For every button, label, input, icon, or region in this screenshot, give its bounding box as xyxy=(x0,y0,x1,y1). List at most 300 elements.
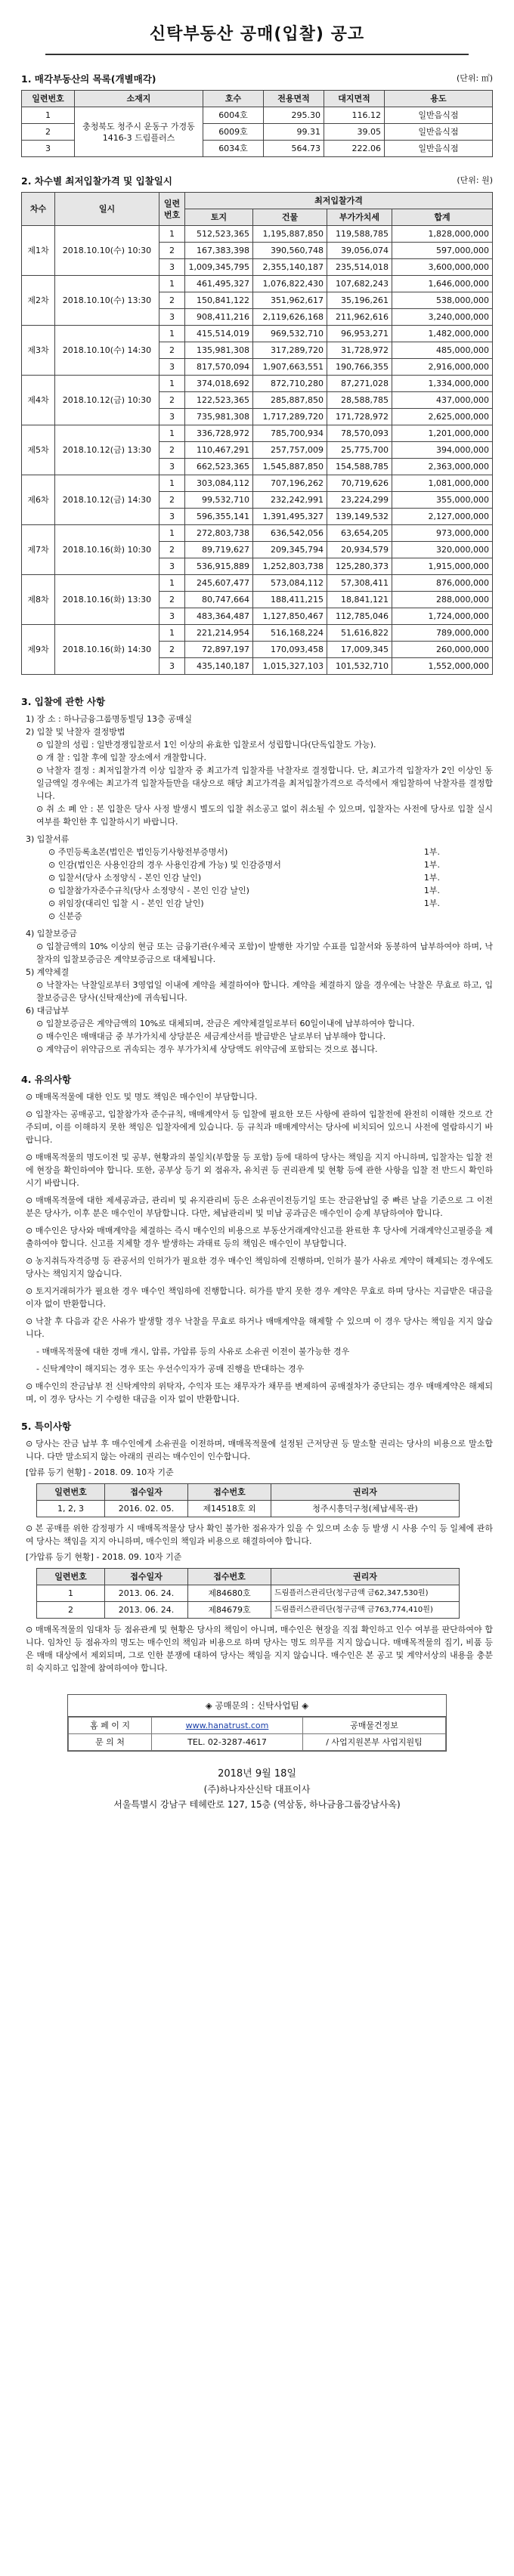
price-cell: 190,766,355 xyxy=(327,359,392,376)
caution-item: ⊙ 매수인은 당사와 매매계약을 체결하는 즉시 매수인의 비용으로 부동산거래계약신고를 완료한 후 당사에 거래계약신고필증을 제출하여야 합니다. 신고를 지체할 경우 발생하는 과태료 등의 책임은 매수인이 부담합니다. xyxy=(26,1226,493,1248)
col-round: 차수 xyxy=(22,193,55,226)
price-cell: 707,196,262 xyxy=(253,475,327,492)
section4-body xyxy=(21,1090,493,1406)
round-cell: 제2차 xyxy=(22,276,55,326)
attachment-cell: 드림플러스관리단(청구금액 금763,774,410원) xyxy=(271,1602,460,1619)
price-cell: 112,785,046 xyxy=(327,608,392,625)
serial-cell: 3 xyxy=(159,309,185,326)
serial-cell: 3 xyxy=(159,558,185,575)
attachment-cell: 제84680호 xyxy=(188,1585,271,1602)
document-item xyxy=(21,910,493,923)
price-cell: 51,616,822 xyxy=(327,625,392,642)
property-row xyxy=(22,107,493,124)
price-cell: 597,000,000 xyxy=(392,243,493,259)
section2-unit: (단위: 원) xyxy=(457,175,493,185)
homepage-link[interactable]: www.hanatrust.com xyxy=(152,1718,303,1734)
col-land: 토지 xyxy=(185,209,253,226)
title-rule xyxy=(45,54,469,55)
price-cell: 135,981,308 xyxy=(185,342,253,359)
price-cell: 872,710,280 xyxy=(253,376,327,392)
property-header-cell: 전용면적 xyxy=(264,91,324,107)
price-table xyxy=(21,192,493,675)
price-cell: 1,646,000,000 xyxy=(392,276,493,292)
document-count: 1부. xyxy=(423,860,440,870)
document-count: 1부. xyxy=(423,886,440,895)
price-cell: 320,000,000 xyxy=(392,542,493,558)
property-cell: 39.05 xyxy=(324,124,385,141)
s3-item: ⊙ 매수인은 매매대금 중 부가가치세 상당분은 세금계산서를 발급받은 날로부터 납부해야 합니다. xyxy=(36,1031,386,1041)
price-cell: 23,224,299 xyxy=(327,492,392,509)
s3-method: 2) 입찰 및 낙찰자 결정방법 xyxy=(26,727,125,737)
document-item xyxy=(21,884,493,897)
price-cell: 374,018,692 xyxy=(185,376,253,392)
attachment-header-cell: 권리자 xyxy=(271,1569,460,1585)
col-vat: 부가가치세 xyxy=(327,209,392,226)
phone-number: TEL. 02-3287-4617 xyxy=(152,1734,303,1751)
price-cell: 119,588,785 xyxy=(327,226,392,243)
serial-cell: 2 xyxy=(159,642,185,658)
property-cell: 99.31 xyxy=(264,124,324,141)
document-item xyxy=(21,897,493,910)
price-cell: 461,495,327 xyxy=(185,276,253,292)
caution-item: ⊙ 매매목적물에 대한 인도 및 명도 책임은 매수인이 부담합니다. xyxy=(26,1092,258,1102)
price-cell: 351,962,617 xyxy=(253,292,327,309)
price-cell: 876,000,000 xyxy=(392,575,493,592)
property-cell: 일반음식점 xyxy=(385,124,493,141)
contact-row-phone xyxy=(69,1734,446,1751)
document-item xyxy=(21,871,493,884)
price-table-body xyxy=(22,226,493,675)
price-cell: 485,000,000 xyxy=(392,342,493,359)
section5-body xyxy=(21,1437,493,1675)
s3-item: ⊙ 입찰금액의 10% 이상의 현금 또는 금융기관(우체국 포함)이 발행한 자기앞 수표를 입찰서와 동봉하여 납부하여야 하며, 낙찰자의 입찰보증금은 계약보증금으로 대체됩니다. xyxy=(36,942,493,964)
price-cell: 516,168,224 xyxy=(253,625,327,642)
price-row xyxy=(22,525,493,542)
attachment-cell: 1 xyxy=(37,1585,105,1602)
seizure-table-body xyxy=(37,1501,460,1517)
serial-cell: 2 xyxy=(159,492,185,509)
price-cell: 72,897,197 xyxy=(185,642,253,658)
property-cell: 2 xyxy=(22,124,75,141)
caution-item: ⊙ 매수인의 잔금납부 전 신탁계약의 위탁자, 수익자 또는 채무자가 채무를 변제하여 공매절차가 중단되는 경우 매매계약은 해제되며, 이 경우 당사는 기 수령한 대금을 이자 없이 반환합니다. xyxy=(26,1381,493,1404)
price-cell: 536,915,889 xyxy=(185,558,253,575)
round-cell: 제7차 xyxy=(22,525,55,575)
round-cell: 제5차 xyxy=(22,425,55,475)
price-cell: 1,915,000,000 xyxy=(392,558,493,575)
s3-contract-title: 5) 계약체결 xyxy=(26,967,70,977)
round-cell: 제3차 xyxy=(22,326,55,376)
signature-block xyxy=(21,1767,493,1812)
price-cell: 1,552,000,000 xyxy=(392,658,493,675)
price-cell: 1,009,345,795 xyxy=(185,259,253,276)
section4-heading: 4. 유의사항 xyxy=(21,1074,72,1085)
price-cell: 101,532,710 xyxy=(327,658,392,675)
price-cell: 154,588,785 xyxy=(327,459,392,475)
price-cell: 1,076,822,430 xyxy=(253,276,327,292)
price-cell: 573,084,112 xyxy=(253,575,327,592)
price-cell: 232,242,991 xyxy=(253,492,327,509)
price-cell: 3,240,000,000 xyxy=(392,309,493,326)
attachment-row xyxy=(37,1585,460,1602)
price-cell: 20,934,579 xyxy=(327,542,392,558)
document-name: ⊙ 신분증 xyxy=(48,911,82,921)
price-cell: 435,140,187 xyxy=(185,658,253,675)
property-cell: 295.30 xyxy=(264,107,324,124)
price-cell: 973,000,000 xyxy=(392,525,493,542)
section3-heading: 3. 입찰에 관한 사항 xyxy=(21,696,106,707)
notice-date: 2018년 9월 18일 xyxy=(218,1768,296,1780)
serial-cell: 2 xyxy=(159,292,185,309)
price-cell: 662,523,365 xyxy=(185,459,253,475)
price-cell: 78,570,093 xyxy=(327,425,392,442)
price-cell: 1,334,000,000 xyxy=(392,376,493,392)
section1-heading xyxy=(21,72,493,85)
s3-item: ⊙ 낙찰자 결정 : 최저입찰가격 이상 입찰자 중 최고가격 입찰자를 낙찰자로 결정합니다. 단, 최고가격 입찰자가 2인 이상인 동일금액일 경우에는 최고가격 입찰자들만을 대상으로 해당 최고가격을 최저입찰가격으로 즉석에서 재입찰하여 낙찰자를 결정합니다. xyxy=(36,765,493,801)
document-name: ⊙ 입찰서(당사 소정양식 - 본인 인감 날인) xyxy=(48,873,202,883)
price-cell: 285,887,850 xyxy=(253,392,327,409)
price-cell: 2,119,626,168 xyxy=(253,309,327,326)
round-cell: 제1차 xyxy=(22,226,55,276)
property-cell: 116.12 xyxy=(324,107,385,124)
price-table-header-1 xyxy=(22,193,493,209)
seizure-row xyxy=(37,1501,460,1517)
price-cell: 70,719,626 xyxy=(327,475,392,492)
s3-item: ⊙ 낙찰자는 낙찰일로부터 3영업일 이내에 계약을 체결하여야 합니다. 계약을 체결하지 않을 경우에는 낙찰은 무효로 하고, 입찰보증금은 당사(신탁재산)에 귀속됩니다. xyxy=(36,980,493,1003)
price-cell: 1,482,000,000 xyxy=(392,326,493,342)
serial-cell: 1 xyxy=(159,376,185,392)
price-cell: 80,747,664 xyxy=(185,592,253,608)
serial-cell: 1 xyxy=(159,625,185,642)
price-cell: 35,196,261 xyxy=(327,292,392,309)
round-cell: 제4차 xyxy=(22,376,55,425)
attachment-row xyxy=(37,1602,460,1619)
serial-cell: 1 xyxy=(159,425,185,442)
attachment-cell: 2 xyxy=(37,1602,105,1619)
s5-intro: ⊙ 당사는 잔금 납부 후 매수인에게 소유권을 이전하며, 매매목적물에 설정된 근저당권 등 말소할 권리는 당사의 비용으로 말소합니다. 다만 말소되지 않는 아래의 권리는 매수인이 인수합니다. xyxy=(26,1439,493,1461)
price-row xyxy=(22,625,493,642)
s5-table2-title: [가압류 등기 현황] - 2018. 09. 10자 기준 xyxy=(26,1552,182,1562)
price-cell: 235,514,018 xyxy=(327,259,392,276)
date-cell: 2018.10.10(수) 14:30 xyxy=(55,326,159,376)
price-row xyxy=(22,226,493,243)
property-header-cell: 대지면적 xyxy=(324,91,385,107)
date-cell: 2018.10.16(화) 14:30 xyxy=(55,625,159,675)
price-cell: 394,000,000 xyxy=(392,442,493,459)
attachment-header-cell: 접수일자 xyxy=(105,1569,188,1585)
s3-deposit-title: 4) 입찰보증금 xyxy=(26,929,77,939)
attachment-header-cell: 접수번호 xyxy=(188,1569,271,1585)
contact-box-title: ◈ 공매문의 : 신탁사업팀 ◈ xyxy=(68,1695,446,1717)
price-row xyxy=(22,575,493,592)
price-row xyxy=(22,475,493,492)
price-row xyxy=(22,425,493,442)
serial-cell: 3 xyxy=(159,509,185,525)
price-cell: 1,195,887,850 xyxy=(253,226,327,243)
serial-cell: 1 xyxy=(159,276,185,292)
property-table-header xyxy=(22,91,493,107)
price-cell: 1,252,803,738 xyxy=(253,558,327,575)
price-cell: 1,127,850,467 xyxy=(253,608,327,625)
price-cell: 89,719,627 xyxy=(185,542,253,558)
price-cell: 28,588,785 xyxy=(327,392,392,409)
price-cell: 188,411,215 xyxy=(253,592,327,608)
property-header-cell: 일련번호 xyxy=(22,91,75,107)
price-cell: 437,000,000 xyxy=(392,392,493,409)
attachment-cell: 2013. 06. 24. xyxy=(105,1585,188,1602)
price-row xyxy=(22,326,493,342)
s3-item: ⊙ 개 찰 : 입찰 후에 입찰 장소에서 개찰합니다. xyxy=(36,753,207,762)
seizure-header-cell: 권리자 xyxy=(271,1484,460,1501)
contact-box xyxy=(67,1694,447,1752)
price-cell: 96,953,271 xyxy=(327,326,392,342)
price-cell: 596,355,141 xyxy=(185,509,253,525)
price-cell: 288,000,000 xyxy=(392,592,493,608)
price-cell: 2,355,140,187 xyxy=(253,259,327,276)
serial-cell: 1 xyxy=(159,475,185,492)
s3-docs-list xyxy=(21,846,493,923)
section2-heading xyxy=(21,174,493,187)
price-cell: 107,682,243 xyxy=(327,276,392,292)
price-cell: 789,000,000 xyxy=(392,625,493,642)
price-cell: 39,056,074 xyxy=(327,243,392,259)
price-cell: 245,607,477 xyxy=(185,575,253,592)
price-cell: 221,214,954 xyxy=(185,625,253,642)
property-cell: 6034호 xyxy=(203,141,264,157)
s3-item: ⊙ 입찰보증금은 계약금액의 10%로 대체되며, 잔금은 계약체결일로부터 60일이내에 납부하여야 합니다. xyxy=(36,1019,415,1028)
col-price: 최저입찰가격 xyxy=(185,193,493,209)
document-name: ⊙ 입찰참가자준수규칙(당사 소정양식 - 본인 인감 날인) xyxy=(48,886,249,895)
document-count: 1부. xyxy=(423,847,440,857)
serial-cell: 3 xyxy=(159,459,185,475)
seizure-cell: 1, 2, 3 xyxy=(37,1501,105,1517)
price-cell: 110,467,291 xyxy=(185,442,253,459)
contact-label: 홈 페 이 지 xyxy=(69,1718,152,1734)
caution-item: - 매매목적물에 대한 경매 개시, 압류, 가압류 등의 사유로 소유권 이전이 불가능한 경우 xyxy=(36,1347,350,1356)
price-row xyxy=(22,376,493,392)
price-cell: 122,523,365 xyxy=(185,392,253,409)
company-name: (주)하나자산신탁 대표이사 xyxy=(203,1784,311,1795)
contact-row-homepage xyxy=(69,1718,446,1734)
price-cell: 150,841,122 xyxy=(185,292,253,309)
price-cell: 2,625,000,000 xyxy=(392,409,493,425)
price-cell: 1,907,663,551 xyxy=(253,359,327,376)
price-cell: 1,545,887,850 xyxy=(253,459,327,475)
s3-place: 1) 장 소 : 하나금융그룹명동빌딩 13층 공매실 xyxy=(26,714,192,724)
price-row xyxy=(22,276,493,292)
property-header-cell: 소재지 xyxy=(75,91,203,107)
date-cell: 2018.10.12(금) 13:30 xyxy=(55,425,159,475)
price-cell: 272,803,738 xyxy=(185,525,253,542)
seizure-table-header xyxy=(37,1484,460,1501)
section5-heading: 5. 특이사항 xyxy=(21,1421,72,1432)
serial-cell: 2 xyxy=(159,243,185,259)
serial-cell: 3 xyxy=(159,658,185,675)
property-table-body xyxy=(22,107,493,157)
price-cell: 57,308,411 xyxy=(327,575,392,592)
company-address: 서울특별시 강남구 테헤란로 127, 15층 (역삼동, 하나금융그룹강남사옥) xyxy=(113,1799,401,1810)
price-cell: 3,600,000,000 xyxy=(392,259,493,276)
contact-note: 공매물건정보 xyxy=(303,1718,446,1734)
round-cell: 제6차 xyxy=(22,475,55,525)
property-header-cell: 호수 xyxy=(203,91,264,107)
property-cell: 일반음식점 xyxy=(385,141,493,157)
price-cell: 125,280,373 xyxy=(327,558,392,575)
s3-item: ⊙ 계약금이 위약금으로 귀속되는 경우 부가가치세 상당액도 위약금에 포함되는 것으로 봅니다. xyxy=(36,1044,378,1054)
document-name: ⊙ 인감(법인은 사용인감의 경우 사용인감계 가능) 및 인감증명서 xyxy=(48,860,281,870)
seizure-cell: 청주시흥덕구청(체납세목·관) xyxy=(271,1501,460,1517)
attachment-table-body xyxy=(37,1585,460,1619)
price-cell: 167,383,398 xyxy=(185,243,253,259)
date-cell: 2018.10.12(금) 10:30 xyxy=(55,376,159,425)
property-cell: 564.73 xyxy=(264,141,324,157)
section3-body xyxy=(21,713,493,1056)
contact-label: 문 의 처 xyxy=(69,1734,152,1751)
date-cell: 2018.10.10(수) 10:30 xyxy=(55,226,159,276)
date-cell: 2018.10.10(수) 13:30 xyxy=(55,276,159,326)
seizure-header-cell: 접수일자 xyxy=(105,1484,188,1501)
property-cell: 3 xyxy=(22,141,75,157)
price-cell: 1,391,495,327 xyxy=(253,509,327,525)
property-cell: 6004호 xyxy=(203,107,264,124)
price-cell: 355,000,000 xyxy=(392,492,493,509)
attachment-cell: 드림플러스관리단(청구금액 금62,347,530원) xyxy=(271,1585,460,1602)
attachment-cell: 2013. 06. 24. xyxy=(105,1602,188,1619)
col-building: 건물 xyxy=(253,209,327,226)
price-cell: 636,542,056 xyxy=(253,525,327,542)
property-header-cell: 용도 xyxy=(385,91,493,107)
date-cell: 2018.10.12(금) 14:30 xyxy=(55,475,159,525)
serial-cell: 2 xyxy=(159,442,185,459)
s5-table-title: [압류 등기 현황] - 2018. 09. 10자 기준 xyxy=(26,1467,174,1477)
section1-title: 1. 매각부동산의 목록(개별매각) xyxy=(21,73,156,85)
price-cell: 99,532,710 xyxy=(185,492,253,509)
price-cell: 18,841,121 xyxy=(327,592,392,608)
attachment-table xyxy=(36,1568,460,1619)
price-cell: 1,828,000,000 xyxy=(392,226,493,243)
serial-cell: 1 xyxy=(159,525,185,542)
s3-item: ⊙ 입찰의 성립 : 일반경쟁입찰로서 1인 이상의 유효한 입찰로서 성립합니다(단독입찰도 가능). xyxy=(36,740,376,750)
price-cell: 170,093,458 xyxy=(253,642,327,658)
property-cell: 6009호 xyxy=(203,124,264,141)
price-cell: 257,757,009 xyxy=(253,442,327,459)
caution-item: ⊙ 매매목적물의 명도이전 및 공부, 현황과의 불일치(부합물 등 포함) 등에 대하여 당사는 책임을 지지 아니하며, 입찰자는 입찰 전에 현장을 확인하여야 합니다. 또한, 공부상 등기 외 점유자, 유치권 등 권리관계 및 현황 등에 관한 사항을 입찰 전 반드시 확인하시기 바랍니다. xyxy=(26,1152,493,1188)
document-name: ⊙ 주민등록초본(법인은 법인등기사항전부증명서) xyxy=(48,847,228,857)
attachment-header-cell: 일련번호 xyxy=(37,1569,105,1585)
date-cell: 2018.10.16(화) 10:30 xyxy=(55,525,159,575)
seizure-header-cell: 접수번호 xyxy=(188,1484,271,1501)
serial-cell: 3 xyxy=(159,409,185,425)
seizure-cell: 2016. 02. 05. xyxy=(105,1501,188,1517)
serial-cell: 2 xyxy=(159,542,185,558)
seizure-header-cell: 일련번호 xyxy=(37,1484,105,1501)
document-item xyxy=(21,858,493,871)
price-cell: 303,084,112 xyxy=(185,475,253,492)
section1-unit: (단위: ㎡) xyxy=(456,73,493,83)
s3-item: ⊙ 취 소 폐 안 : 본 입찰은 당사 사정 발생시 별도의 입찰 취소공고 없이 취소될 수 있으며, 입찰자는 사전에 당사로 입찰 실시 여부를 확인한 후 입찰하시기 바랍니다. xyxy=(36,804,493,827)
serial-cell: 1 xyxy=(159,575,185,592)
round-cell: 제9차 xyxy=(22,625,55,675)
price-cell: 25,775,700 xyxy=(327,442,392,459)
price-cell: 2,127,000,000 xyxy=(392,509,493,525)
contact-table xyxy=(68,1717,446,1751)
attachment-table-header xyxy=(37,1569,460,1585)
price-cell: 2,916,000,000 xyxy=(392,359,493,376)
property-address-cell: 충청북도 청주시 운동구 가경동 1416-3 드림플러스 xyxy=(75,107,203,157)
seizure-cell: 제14518호 외 xyxy=(188,1501,271,1517)
price-cell: 211,962,616 xyxy=(327,309,392,326)
s5-tail: ⊙ 매매목적물의 임대차 등 점유관계 및 현황은 당사의 책임이 아니며, 매수인은 현장을 직접 확인하고 인수 여부를 판단하여야 합니다. 임차인 등 점유자의 명도는 매수인의 책임과 비용으로 하며 당사는 명도 의무를 지지 않습니다. 매매목적물의 집기, 비품 등은 매매 대상에서 제외되며, 그로 인한 분쟁에 대하여 당사는 책임을 지지 않습니다. 매수인은 본 공고 및 계약서상의 내용을 충분히 숙지하고 입찰에 참여하여야 합니다. xyxy=(26,1625,493,1673)
serial-cell: 1 xyxy=(159,226,185,243)
s5-mid: ⊙ 본 공매를 위한 감정평가 시 매매목적물상 당사 확인 불가한 점유자가 있을 수 있으며 소송 등 발생 시 사용 수익 등 일체에 관하여 당사는 책임을 지지 아니하며, 매수인의 책임과 비용으로 해결하여야 합니다. xyxy=(26,1523,494,1546)
price-cell: 538,000,000 xyxy=(392,292,493,309)
price-cell: 336,728,972 xyxy=(185,425,253,442)
caution-item: ⊙ 토지거래허가가 필요한 경우 매수인 책임하에 진행합니다. 허가를 받지 못한 경우 계약은 무효로 하며 당사는 지급받은 대금을 이자 없이 반환합니다. xyxy=(26,1286,493,1309)
document-count: 1부. xyxy=(423,873,440,883)
document-item xyxy=(21,846,493,858)
serial-cell: 2 xyxy=(159,392,185,409)
price-cell: 785,700,934 xyxy=(253,425,327,442)
col-total: 합계 xyxy=(392,209,493,226)
price-cell: 260,000,000 xyxy=(392,642,493,658)
col-serial: 일련번호 xyxy=(159,193,185,226)
document-name: ⊙ 위임장(대리인 입찰 시 - 본인 인감 날인) xyxy=(48,898,204,908)
property-cell: 1 xyxy=(22,107,75,124)
section2-title: 2. 차수별 최저입찰가격 및 입찰일시 xyxy=(21,175,172,187)
price-cell: 415,514,019 xyxy=(185,326,253,342)
price-cell: 969,532,710 xyxy=(253,326,327,342)
round-cell: 제8차 xyxy=(22,575,55,625)
property-cell: 222.06 xyxy=(324,141,385,157)
s3-payment-title: 6) 대금납부 xyxy=(26,1006,70,1016)
price-cell: 2,363,000,000 xyxy=(392,459,493,475)
document-count: 1부. xyxy=(423,898,440,908)
price-cell: 483,364,487 xyxy=(185,608,253,625)
price-cell: 512,523,365 xyxy=(185,226,253,243)
date-cell: 2018.10.16(화) 13:30 xyxy=(55,575,159,625)
page-title: 신탁부동산 공매(입찰) 공고 xyxy=(149,25,365,44)
price-cell: 1,717,289,720 xyxy=(253,409,327,425)
s3-docs-title: 3) 입찰서류 xyxy=(26,834,70,844)
price-cell: 17,009,345 xyxy=(327,642,392,658)
caution-item: ⊙ 낙찰 후 다음과 같은 사유가 발생할 경우 낙찰을 무효로 하거나 매매계약을 해제할 수 있으며 이 경우 당사는 책임을 지지 않습니다. xyxy=(26,1316,493,1339)
property-cell: 일반음식점 xyxy=(385,107,493,124)
attachment-cell: 제84679호 xyxy=(188,1602,271,1619)
seizure-table xyxy=(36,1483,460,1517)
contact-dept: / 사업지원본부 사업지원팀 xyxy=(303,1734,446,1751)
property-table xyxy=(21,90,493,157)
caution-item: - 신탁계약이 해지되는 경우 또는 우선수익자가 공매 진행을 반대하는 경우 xyxy=(36,1364,305,1374)
price-cell: 390,560,748 xyxy=(253,243,327,259)
price-cell: 1,724,000,000 xyxy=(392,608,493,625)
price-cell: 1,015,327,103 xyxy=(253,658,327,675)
col-date: 일시 xyxy=(55,193,159,226)
serial-cell: 2 xyxy=(159,342,185,359)
price-cell: 1,081,000,000 xyxy=(392,475,493,492)
price-cell: 87,271,028 xyxy=(327,376,392,392)
caution-item: ⊙ 농지취득자격증명 등 관공서의 인허가가 필요한 경우 매수인 책임하에 진행하며, 인허가 불가 사유로 계약이 해제되는 경우에도 당사는 책임지지 않습니다. xyxy=(26,1256,493,1279)
serial-cell: 3 xyxy=(159,359,185,376)
caution-item: ⊙ 입찰자는 공매공고, 입찰참가자 준수규칙, 매매계약서 등 입찰에 필요한 모든 사항에 관하여 입찰전에 완전히 이해한 것으로 간주되며, 이를 이해하지 못한 책임은 입찰자에게 있습니다. 등 규칙과 매매계약서는 당사에 비치되어 있으니 사전에 열람하시기 바랍니다. xyxy=(26,1109,493,1145)
price-cell: 139,149,532 xyxy=(327,509,392,525)
price-cell: 63,654,205 xyxy=(327,525,392,542)
price-cell: 209,345,794 xyxy=(253,542,327,558)
price-cell: 171,728,972 xyxy=(327,409,392,425)
price-cell: 908,411,216 xyxy=(185,309,253,326)
caution-item: ⊙ 매매목적물에 대한 제세공과금, 관리비 및 유지관리비 등은 소유권이전등기일 또는 잔금완납일 중 빠른 날을 기준으로 그 이전 분은 당사가, 이후 분은 매수인이 부담합니다. 다만, 체납관리비 및 미납 공과금은 매수인이 승계 부담하여야 합니다. xyxy=(26,1195,493,1218)
price-cell: 317,289,720 xyxy=(253,342,327,359)
serial-cell: 3 xyxy=(159,608,185,625)
serial-cell: 2 xyxy=(159,592,185,608)
